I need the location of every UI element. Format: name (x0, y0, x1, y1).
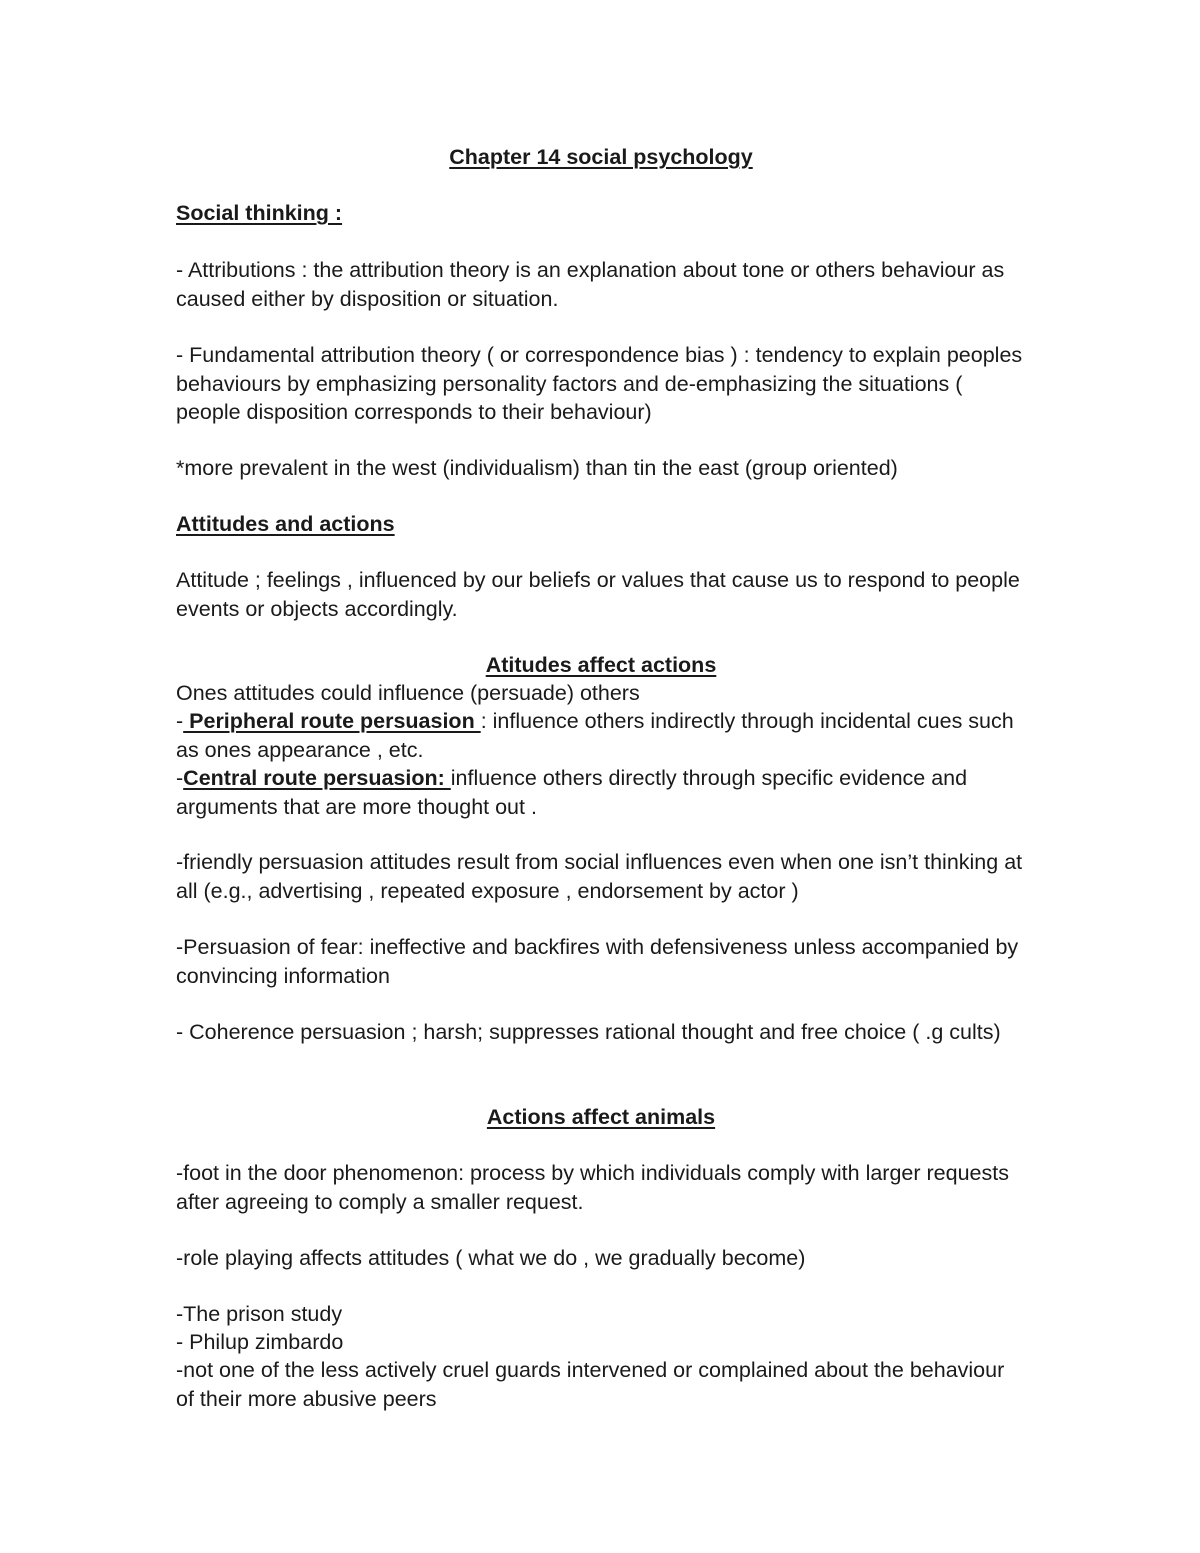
paragraph-peripheral-route (176, 707, 1026, 764)
paragraph-coherence-persuasion: - Coherence persuasion ; harsh; suppresses rational thought and free choice ( .g cults) (176, 1020, 1001, 1044)
central-route-text: influence others directly through specific evidence and arguments that are more thought out . (176, 766, 968, 819)
paragraph-attributions: - Attributions : the attribution theory is an explanation about tone or others behaviour as caused either by disposition or situation. (176, 258, 1005, 311)
paragraph-foot-in-door: -foot in the door phenomenon: process by which individuals comply with larger requests after agreeing to comply a smaller request. (176, 1161, 1009, 1214)
document-page (176, 0, 1026, 1553)
peripheral-prefix: - (176, 709, 184, 733)
central-prefix: - (176, 766, 184, 790)
heading-attitudes-affect-actions: Atitudes affect actions (485, 653, 717, 677)
paragraph-fundamental-attribution: - Fundamental attribution theory ( or correspondence bias ) : tendency to explain peoples behaviours by emphasizing personality factors and de-emphasizing the situations ( people disposition corresponds to their behaviour) (176, 343, 1023, 424)
heading-actions-affect-animals: Actions affect animals (486, 1105, 716, 1129)
paragraph-central-route (176, 764, 1026, 821)
document-title: Chapter 14 social psychology (449, 145, 753, 169)
heading-social-thinking: Social thinking : (176, 201, 343, 225)
peripheral-route-text: : influence others indirectly through incidental cues such as ones appearance , etc. (176, 709, 1014, 762)
paragraph-persuasion-of-fear: -Persuasion of fear: ineffective and backfires with defensiveness unless accompanied by convincing information (176, 935, 1019, 988)
central-route-term: Central route persuasion: (183, 766, 451, 790)
heading-attitudes-and-actions: Attitudes and actions (176, 512, 395, 536)
paragraph-friendly-persuasion: -friendly persuasion attitudes result from social influences even when one isn’t thinking at all (e.g., advertising , repeated exposure , endorsement by actor ) (176, 850, 1023, 903)
paragraph-attitude-definition: Attitude ; feelings , influenced by our beliefs or values that cause us to respond to people events or objects accordingly. (176, 568, 1020, 621)
peripheral-route-term: Peripheral route persuasion (183, 709, 481, 733)
paragraph-attitudes-intro: Ones attitudes could influence (persuade) others (176, 681, 640, 705)
paragraph-role-playing: -role playing affects attitudes ( what we do , we gradually become) (176, 1246, 806, 1270)
paragraph-prevalence-note: *more prevalent in the west (individualism) than tin the east (group oriented) (176, 456, 898, 480)
paragraph-guards: -not one of the less actively cruel guards intervened or complained about the behaviour of their more abusive peers (176, 1358, 1005, 1411)
paragraph-zimbardo: - Philup zimbardo (176, 1330, 344, 1354)
paragraph-prison-study: -The prison study (176, 1302, 343, 1326)
